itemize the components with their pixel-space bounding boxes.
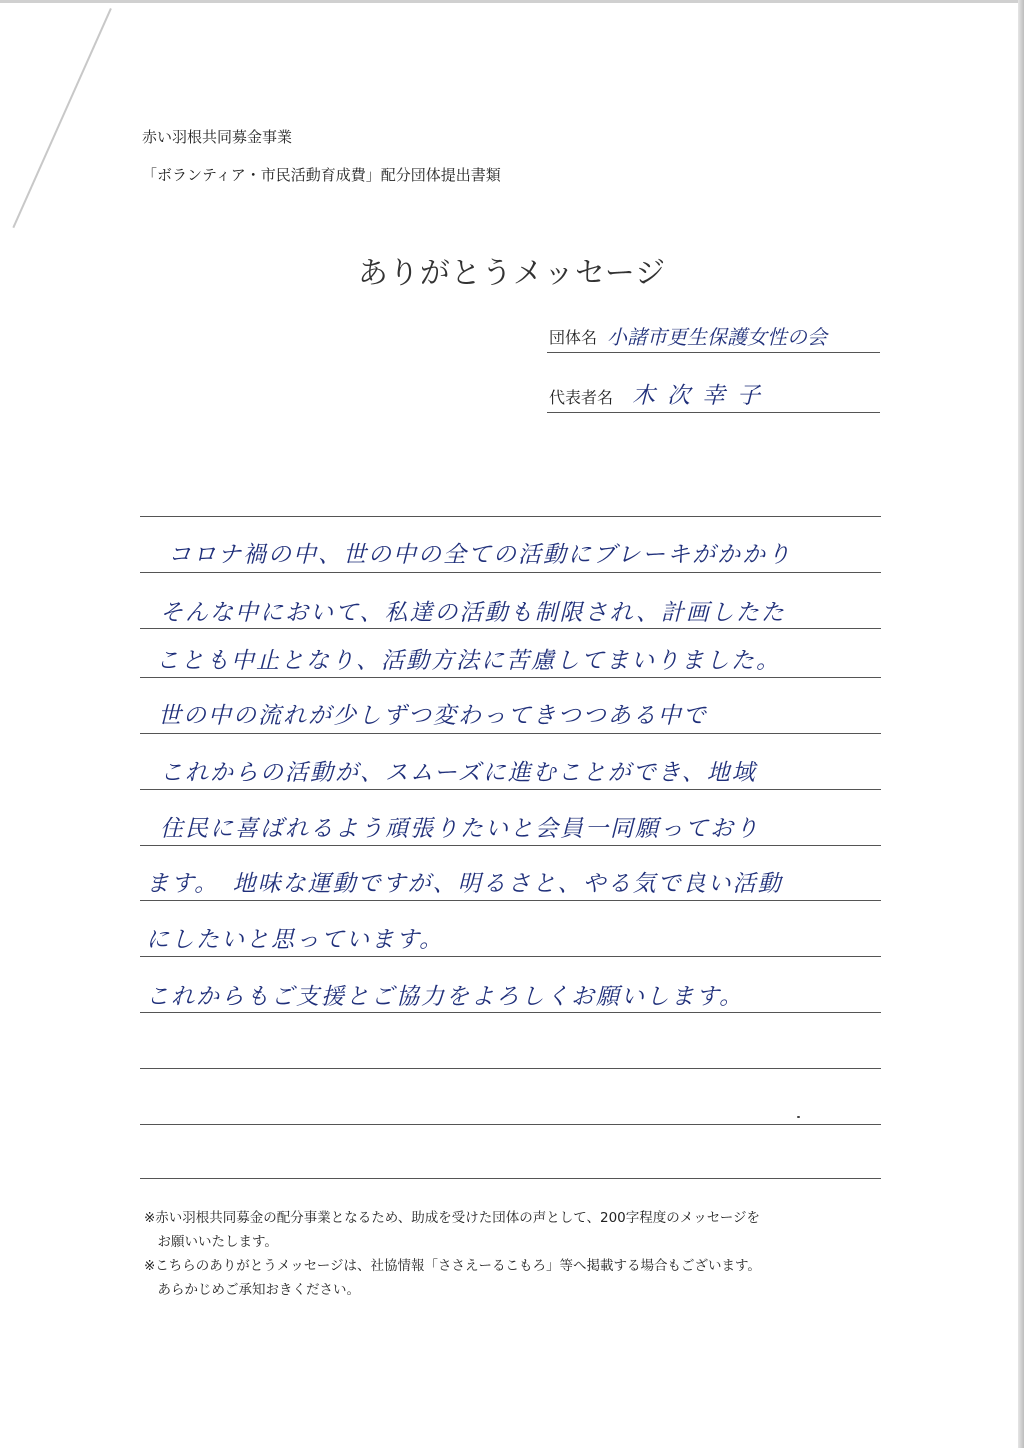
scan-fold-line: [12, 8, 111, 228]
group-name-field: [547, 318, 880, 353]
message-line: ます。 地味な運動ですが、明るさと、やる気で良い活動: [146, 871, 783, 897]
group-name-label: 団体名: [549, 328, 598, 347]
header-organization: 赤い羽根共同募金事業: [142, 128, 293, 146]
footnote-line: あらかじめご承知おきください。: [144, 1282, 360, 1298]
page-title: ありがとうメッセージ: [357, 256, 667, 291]
message-line: ことも中止となり、活動方法に苦慮してまいりました。: [156, 648, 781, 674]
representative-value: 木次幸子: [632, 383, 772, 409]
ruled-line: [140, 677, 881, 678]
footnote-line: ※こちらのありがとうメッセージは、社協情報「ささえーるこもろ」等へ掲載する場合もございます。: [144, 1258, 761, 1274]
message-line: そんな中において、私達の活動も制限され、計画したた: [160, 600, 786, 626]
ruled-line: [140, 900, 881, 901]
ruled-line: [140, 733, 881, 734]
footnote-line: お願いいたします。: [144, 1234, 278, 1250]
ruled-line: [140, 956, 881, 957]
ruled-line: [140, 1012, 881, 1013]
scan-speck: [797, 1116, 800, 1118]
footnote-line: ※赤い羽根共同募金の配分事業となるため、助成を受けた団体の声として、200字程度のメッセージを: [144, 1210, 760, 1226]
scan-border-top: [0, 0, 1024, 3]
message-line: 住民に喜ばれるよう頑張りたいと会員一同願っており: [160, 816, 760, 842]
ruled-line: [140, 1124, 881, 1125]
header-document-type: 「ボランティア・市民活動育成費」配分団体提出書類: [142, 166, 501, 184]
message-line: 世の中の流れが少しずつ変わってきつつある中で: [158, 703, 708, 729]
ruled-line: [140, 845, 881, 846]
group-name-value: 小諸市更生保護女性の会: [607, 325, 827, 349]
ruled-line: [140, 516, 881, 517]
message-line: コロナ禍の中、世の中の全ての活動にブレーキがかかり: [168, 542, 793, 568]
message-line: これからもご支援とご協力をよろしくお願いします。: [146, 984, 745, 1010]
ruled-line: [140, 789, 881, 790]
ruled-line: [140, 1178, 881, 1179]
message-line: にしたいと思っています。: [146, 927, 445, 953]
ruled-line: [140, 572, 881, 573]
representative-label: 代表者名: [549, 388, 614, 407]
scan-border-right: [1018, 0, 1024, 1448]
ruled-line: [140, 628, 881, 629]
representative-field: [547, 378, 880, 413]
message-line: これからの活動が、スムーズに進むことができ、地域: [160, 760, 757, 786]
ruled-line: [140, 1068, 881, 1069]
